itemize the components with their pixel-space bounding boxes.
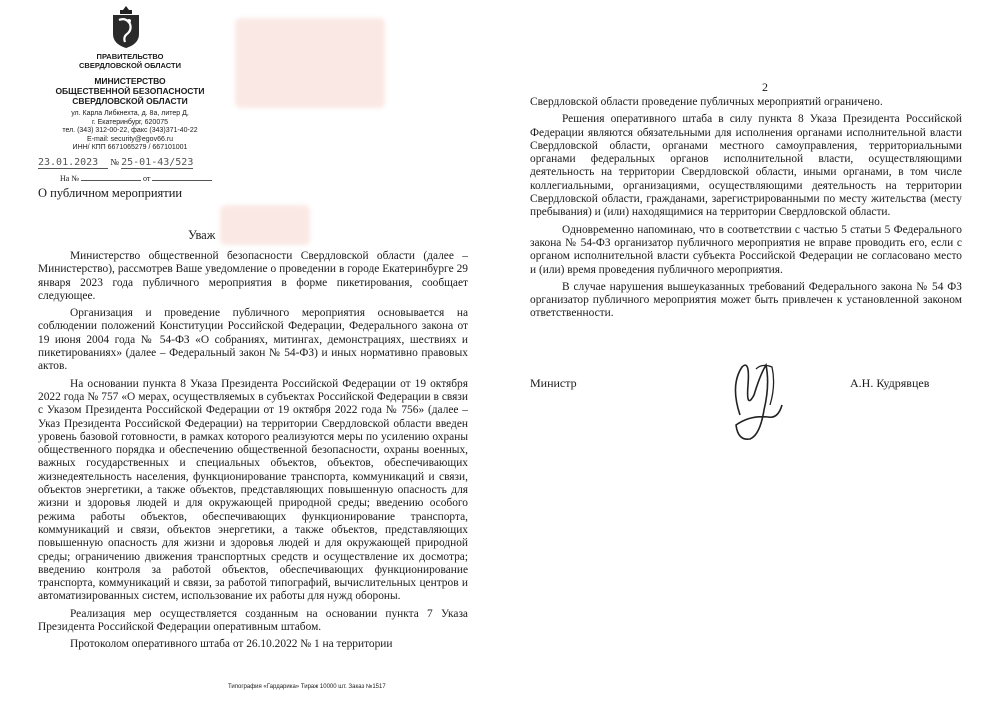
- paragraph: Организация и проведение публичного мероприятия основывается на соблюдении положений Конституции Российской Федерации, Федерального закона от 19 июня 2004 года № 54-ФЗ «О собраниях, митингах, демонстрациях, шествиях и пикетированиях» (далее – Федеральный закон № 54-ФЗ) и иных нормативно правовых актов.: [38, 307, 468, 373]
- ministry-name: МИНИСТЕРСТВО ОБЩЕСТВЕННОЙ БЕЗОПАСНОСТИ СВЕРДЛОВСКОЙ ОБЛАСТИ: [55, 76, 205, 106]
- letter-page-2: [500, 0, 1000, 714]
- redacted-area: [220, 205, 310, 245]
- address-line: г. Екатеринбург, 620075: [91, 118, 169, 126]
- greeting: Уваж: [188, 228, 216, 242]
- paragraph: Решения оперативного штаба в силу пункта 8 Указа Президента Российской Федерации являются обязательными для исполнения органами исполнительной власти Свердловской области, органами местного самоуправления, территориальными органами федеральных органов исполнительной власти, осуществляющими деятельность на территории Свердловской области, иными органами, в том числе коллегиальными, организациями, осуществляющими деятельность на территории Свердловской области, гражданами, зарегистрированными по месту жительства (месту пребывания) и (или) находящимися на территории Свердловской области.: [530, 113, 962, 219]
- reference-na-label: На №: [60, 174, 79, 183]
- paragraph: На основании пункта 8 Указа Президента Российской Федерации от 19 октября 2022 года № 757 «О мерах, осуществляемых в субъектах Российской Федерации в связи с Указом Президента Российской Федерации от 19 октября 2022 года № 756» (далее – Указ Президента Российской Федерации) на территории Свердловской области введен уровень базовой готовности, в рамках которого реализуются меры по усилению охраны общественного порядка и обеспечению общественной безопасности, охраны военных, важных государственных и специальных объектов, объектов, обеспечивающих жизнедеятельность населения, функционирование транспорта, коммуникаций и связи, объектов энергетики, а также объектов, представляющих повышенную опасность для жизни и здоровья людей и для окружающей природной среды; введению особого режима работы объектов, обеспечивающих функционирование транспорта, коммуникаций и связи, объектов энергетики, а также объектов, представляющих повышенную опасность для жизни и здоровья людей и для окружающей природной среды; ограничению движения транспортных средств и осуществление их досмотра; введению контроля за работой объектов, обеспечивающих функционирование транспорта, коммуникаций и связи, за работой типографий, вычислительных центров и автоматизированных систем, использование их работы для нужд обороны.: [38, 377, 468, 603]
- reference-line: [60, 174, 220, 183]
- redacted-area: [235, 18, 385, 108]
- letter-subject: О публичном мероприятии: [38, 186, 183, 200]
- registration-no-label: №: [110, 157, 119, 167]
- paragraph: Министерство общественной безопасности Свердловской области (далее – Министерство), рассмотрев Ваше уведомление о проведении в городе Екатеринбурге 29 января 2023 года публичного мероприятия в форме пикетирования, сообщает следующее.: [38, 250, 468, 302]
- signer-title: Министр: [530, 376, 577, 390]
- letter-body-page-2: [530, 96, 962, 325]
- paragraph: Реализация мер осуществляется созданным на основании пункта 7 Указа Президента Российской Федерации оперативным штабом.: [38, 607, 468, 634]
- print-footer: Типография «Гардарика» Тираж 10000 шт. Заказ №1517: [228, 684, 386, 690]
- page-number: 2: [762, 80, 768, 94]
- address-line: ул. Карла Либкнехта, д. 8а, литер Д,: [71, 110, 189, 117]
- ministry-address: [40, 110, 220, 153]
- signer-name: А.Н. Кудрявцев: [850, 376, 930, 390]
- address-line: тел. (343) 312-00-22, факс (343)371-40-22: [62, 127, 198, 135]
- address-line: E-mail: security@egov66.ru: [86, 135, 174, 143]
- handwritten-signature: [720, 355, 790, 445]
- paragraph: Протоколом оперативного штаба от 26.10.2022 № 1 на территории: [70, 638, 393, 651]
- coat-of-arms-icon: [110, 6, 142, 48]
- paragraph: Одновременно напоминаю, что в соответствии с частью 5 статьи 5 Федерального закона № 54-ФЗ организатор публичного мероприятия не вправе проводить его, если с органом исполнительной власти субъекта Российской Федерации не согласовано место и (или) время проведения публичного мероприятия.: [530, 223, 962, 276]
- registration-line: [38, 157, 218, 169]
- paragraph: Свердловской области проведение публичных мероприятий ограничено.: [530, 96, 883, 108]
- address-line: ИНН/ КПП 6671065279 / 667101001: [72, 144, 188, 152]
- paragraph: В случае нарушения вышеуказанных требований Федерального закона № 54 ФЗ организатор публичного мероприятия может быть привлечен к установленной законом ответственности.: [530, 280, 962, 320]
- letter-body-page-1: [38, 250, 468, 656]
- registration-date: 23.01.2023: [38, 157, 99, 168]
- reference-ot-label: от: [142, 174, 151, 183]
- registration-number: 25-01-43/523: [121, 157, 194, 168]
- government-name: ПРАВИТЕЛЬСТВО СВЕРДЛОВСКОЙ ОБЛАСТИ: [79, 52, 181, 70]
